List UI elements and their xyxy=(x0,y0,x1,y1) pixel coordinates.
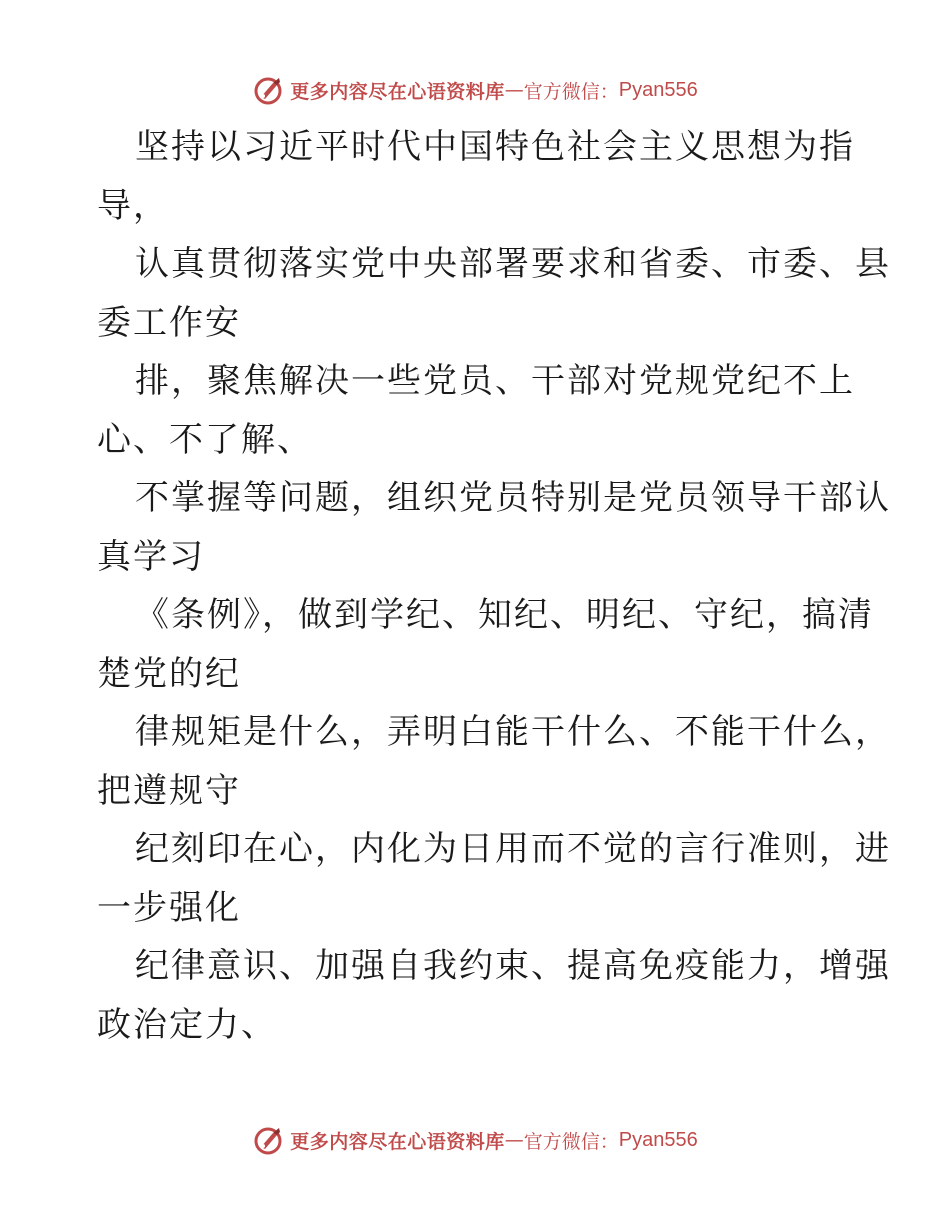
banner-wechat-account: Pyan556 xyxy=(618,1128,698,1151)
text-line: 政治定力、 xyxy=(97,1004,277,1045)
text-line: 一步强化 xyxy=(97,887,241,928)
text-line: 律规矩是什么，弄明白能干什么、不能干什么， xyxy=(135,712,891,752)
pen-logo-icon xyxy=(252,74,284,106)
banner-wechat-label: 官方微信： xyxy=(523,80,619,103)
text-line: 认真贯彻落实党中央部署要求和省委、市委、县 xyxy=(135,244,891,284)
text-line: 楚党的纪 xyxy=(97,653,241,694)
text-line: 纪律意识、加强自我约束、提高免疫能力，增强 xyxy=(135,946,891,986)
text-line: 导， xyxy=(97,185,169,226)
pen-logo-icon xyxy=(252,1124,284,1156)
banner-wechat-label: 官方微信： xyxy=(523,1130,619,1153)
header-banner xyxy=(0,70,950,110)
banner-wechat-account: Pyan556 xyxy=(618,78,698,101)
text-line: 《条例》，做到学纪、知纪、明纪、守纪，搞清 xyxy=(135,595,874,635)
banner-brand-text: 更多内容尽在心语资料库 xyxy=(290,1130,505,1153)
text-line: 把遵规守 xyxy=(97,770,241,811)
footer-banner xyxy=(0,1120,950,1160)
text-line: 排，聚焦解决一些党员、干部对党规党纪不上 xyxy=(135,361,855,401)
text-line: 真学习 xyxy=(97,536,205,577)
document-body xyxy=(97,118,891,1054)
text-line: 纪刻印在心，内化为日用而不觉的言行准则，进 xyxy=(135,829,891,869)
text-line: 委工作安 xyxy=(97,302,241,343)
banner-dash: — xyxy=(504,1129,524,1151)
text-line: 心、不了解、 xyxy=(97,419,313,460)
banner-dash: — xyxy=(504,79,524,101)
banner-brand-text: 更多内容尽在心语资料库 xyxy=(290,80,505,103)
text-line: 不掌握等问题，组织党员特别是党员领导干部认 xyxy=(135,478,891,518)
text-line: 坚持以习近平时代中国特色社会主义思想为指 xyxy=(135,127,855,167)
